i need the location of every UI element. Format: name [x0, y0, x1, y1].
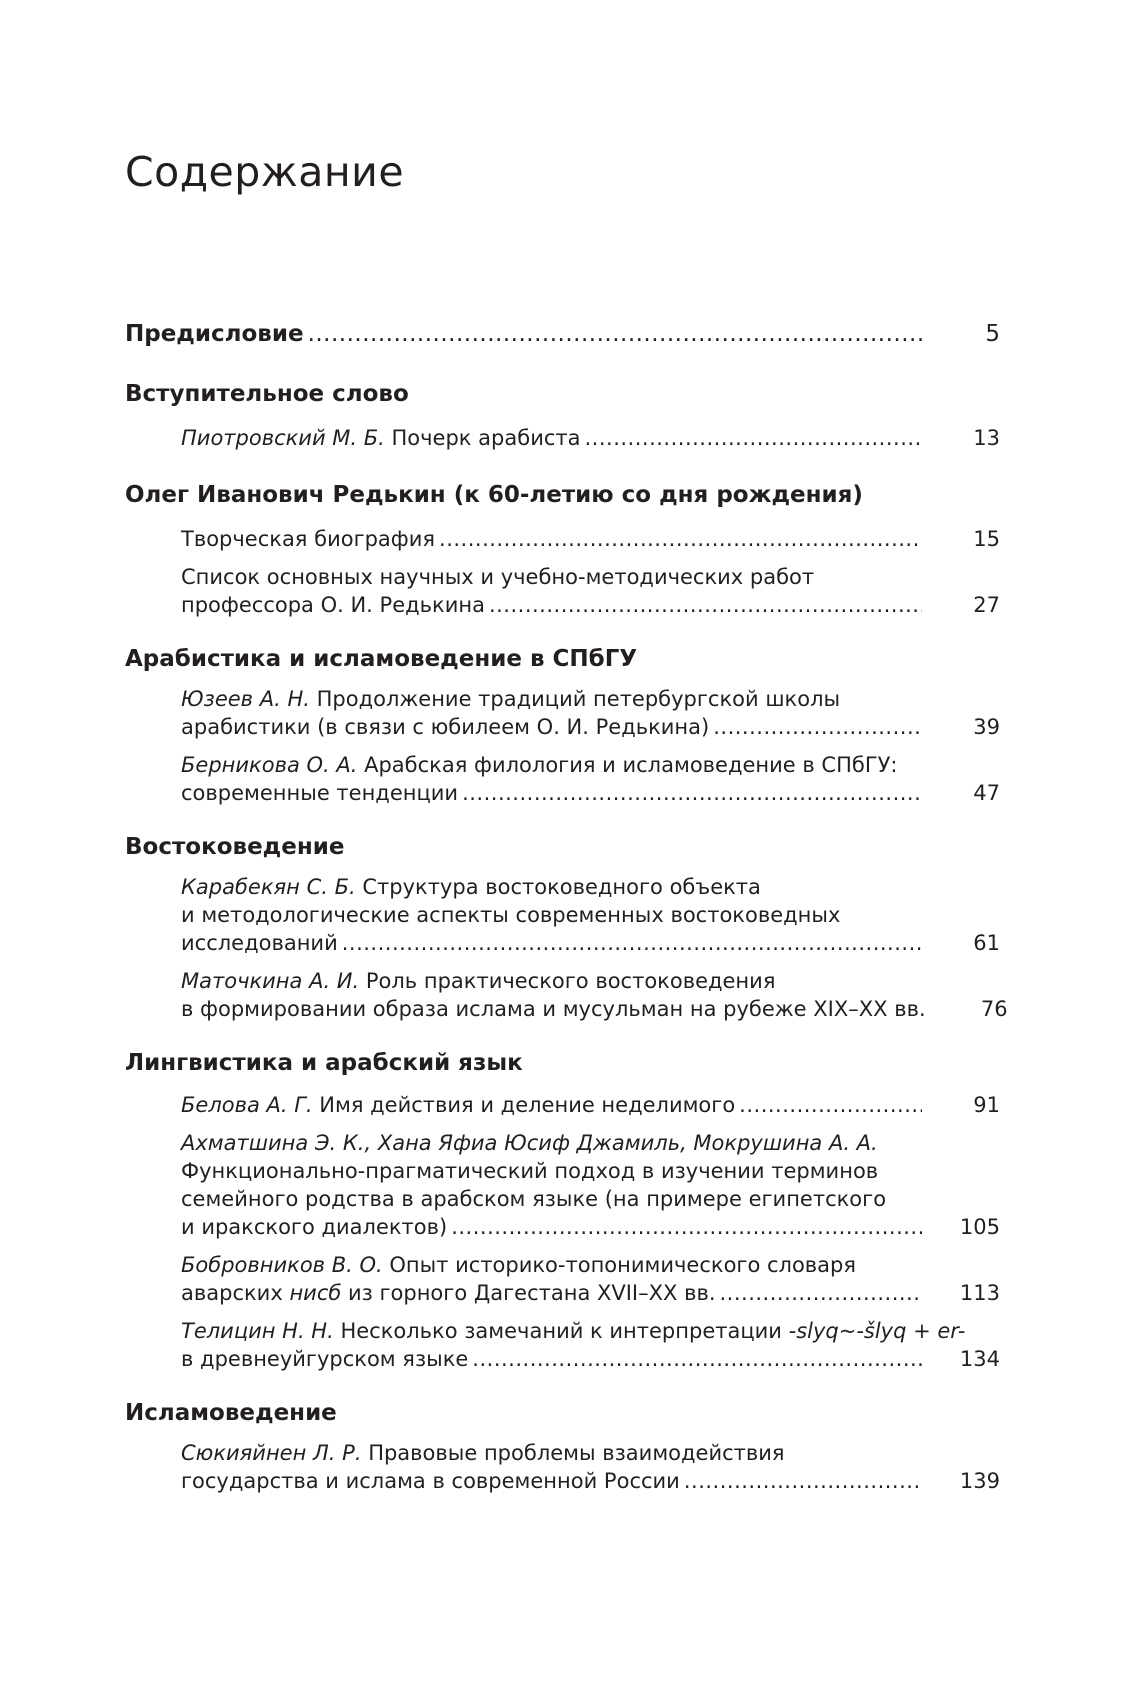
entry-author: Сюкияйнен Л. Р. — [181, 1441, 362, 1465]
table-of-contents — [125, 318, 1008, 1495]
preface-label: Предисловие — [125, 321, 304, 347]
entry-title-line: в формировании образа ислама и мусульман на рубеже XIX–XX вв. — [181, 997, 926, 1021]
entry-author: Карабекян С. Б. — [181, 875, 356, 899]
dot-leader — [439, 525, 922, 553]
page-number: 39 — [973, 715, 1000, 739]
entry-title-line: государства и ислама в современной России — [181, 1469, 680, 1493]
toc-entry — [125, 1251, 1056, 1307]
dot-leader — [308, 318, 922, 350]
entry-title-line: Опыт историко-топонимического словаря — [389, 1253, 856, 1277]
dot-leader — [739, 1091, 922, 1119]
section-heading: Вступительное слово — [125, 381, 409, 407]
dot-leader — [462, 779, 922, 807]
toc-entry — [125, 563, 1056, 619]
section-heading: Олег Иванович Редькин (к 60-летию со дня рождения) — [125, 482, 863, 508]
entry-author: Маточкина А. И. — [181, 969, 360, 993]
entry-authors: Ахматшина Э. К., Хана Яфиа Юсиф Джамиль, Мокрушина А. А. — [181, 1131, 878, 1155]
page-number: 27 — [973, 593, 1000, 617]
entry-title-line: Роль практического востоковедения — [365, 969, 776, 993]
toc-entry — [125, 751, 1056, 807]
section-heading: Востоковедение — [125, 834, 345, 860]
page-number: 139 — [959, 1469, 1000, 1493]
entry-title-italic: нисб — [289, 1281, 342, 1305]
entry-title-line: и методологические аспекты современных востоковедных — [181, 903, 841, 927]
page-number: 61 — [973, 931, 1000, 955]
toc-entry — [125, 1129, 1056, 1241]
toc-entry — [125, 685, 1056, 741]
page-number: 76 — [980, 997, 1008, 1021]
entry-title: Почерк арабиста — [391, 426, 581, 450]
page-number: 91 — [973, 1093, 1000, 1117]
entry-title-line: Арабская филология и исламоведение в СПбГУ: — [364, 753, 898, 777]
dot-leader — [489, 591, 922, 619]
entry-title-line: Функционально-прагматический подход в изучении терминов — [181, 1159, 879, 1183]
toc-entry — [125, 525, 1056, 553]
section-heading: Лингвистика и арабский язык — [125, 1050, 523, 1076]
entry-title-part: из горного Дагестана XVII–XX вв. — [348, 1281, 716, 1305]
section-heading: Исламоведение — [125, 1400, 337, 1426]
entry-title-line: Структура востоковедного объекта — [362, 875, 761, 899]
page-number: 13 — [973, 426, 1000, 450]
page-number: 5 — [985, 321, 1000, 347]
entry-author: Пиотровский М. Б. — [181, 426, 385, 450]
dot-leader — [472, 1345, 922, 1373]
entry-title-line: современные тенденции — [181, 781, 459, 805]
entry-title: Творческая биография — [181, 527, 436, 551]
toc-entry — [125, 873, 1056, 957]
entry-title-line: арабистики (в связи с юбилеем О. И. Редькина) — [181, 715, 710, 739]
page-title: Содержание — [125, 148, 405, 196]
entry-title-line: и иракского диалектов) — [181, 1215, 448, 1239]
entry-title-line: в древнеуйгурском языке — [181, 1347, 469, 1371]
entry-title-line: Список основных научных и учебно-методических работ — [181, 565, 815, 589]
dot-leader — [713, 713, 922, 741]
entry-author: Юзеев А. Н. — [181, 687, 310, 711]
entry-title: Имя действия и деление неделимого — [319, 1093, 736, 1117]
entry-author: Бобровников В. О. — [181, 1253, 383, 1277]
entry-title-line: Правовые проблемы взаимодействия — [368, 1441, 785, 1465]
page-number: 134 — [959, 1347, 1000, 1371]
page-number: 15 — [973, 527, 1000, 551]
toc-entry — [125, 424, 1056, 452]
page-number: 105 — [959, 1215, 1000, 1239]
toc-preface — [125, 318, 1000, 350]
entry-title-line: Несколько замечаний к интерпретации — [340, 1319, 782, 1343]
entry-title-italic: -slyq~-šlyq + er- — [788, 1319, 966, 1343]
dot-leader — [451, 1213, 922, 1241]
dot-leader — [585, 424, 923, 452]
entry-title-line: профессора О. И. Редькина — [181, 593, 485, 617]
dot-leader — [720, 1279, 923, 1307]
entry-title-line: исследований — [181, 931, 338, 955]
entry-title-part: аварских — [181, 1281, 283, 1305]
dot-leader — [684, 1467, 922, 1495]
section-heading: Арабистика и исламоведение в СПбГУ — [125, 646, 638, 672]
toc-entry — [125, 967, 1056, 1023]
entry-title-line: семейного родства в арабском языке (на примере египетского — [181, 1187, 887, 1211]
entry-title-line: Продолжение традиций петербургской школы — [316, 687, 841, 711]
entry-author: Телицин Н. Н. — [181, 1319, 334, 1343]
page-number: 47 — [973, 781, 1000, 805]
toc-entry — [125, 1439, 1056, 1495]
dot-leader — [342, 929, 922, 957]
page-number: 113 — [959, 1281, 1000, 1305]
entry-author: Берникова О. А. — [181, 753, 358, 777]
toc-entry — [125, 1091, 1056, 1119]
entry-author: Белова А. Г. — [181, 1093, 313, 1117]
toc-entry — [125, 1317, 1056, 1373]
